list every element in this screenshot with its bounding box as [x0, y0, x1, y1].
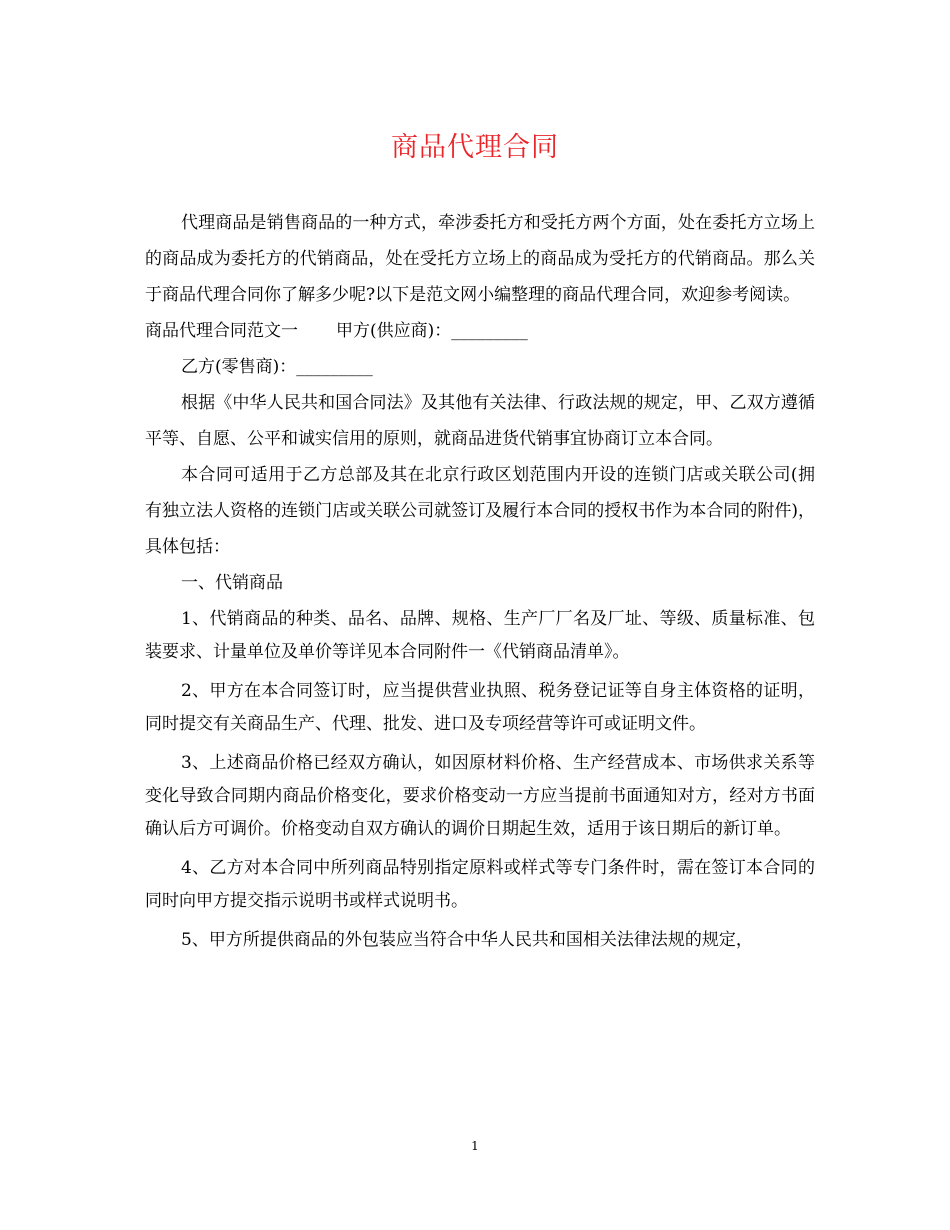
page-number: 1	[471, 1139, 479, 1153]
party-a-label: 甲方(供应商)：	[336, 321, 452, 341]
party-a-blank: _________	[451, 321, 528, 341]
clause-paragraph: 本合同可适用于乙方总部及其在北京行政区划范围内开设的连锁门店或关联公司(拥有独立法人资格的连锁门店或关联公司就签订及履行本合同的授权书作为本合同的附件)，具体包括：	[145, 465, 815, 557]
document-body	[145, 205, 815, 957]
document-title: 商品代理合同	[391, 132, 559, 163]
clause-paragraph: 1、代销商品的种类、品名、品牌、规格、生产厂厂名及厂址、等级、质量标准、包装要求、计量单位及单价等详见本合同附件一《代销商品清单》。	[145, 609, 815, 662]
party-b-label: 乙方(零售商)：	[181, 357, 297, 377]
clause-paragraph: 根据《中华人民共和国合同法》及其他有关法律、行政法规的规定，甲、乙双方遵循平等、自愿、公平和诚实信用的原则，就商品进货代销事宜协商订立本合同。	[145, 393, 815, 449]
party-b-blank: _________	[296, 357, 373, 377]
clause-paragraph: 5、甲方所提供商品的外包装应当符合中华人民共和国相关法律法规的规定，	[181, 930, 753, 950]
sample-heading-row	[145, 313, 815, 349]
clause-paragraph: 4、乙方对本合同中所列商品特别指定原料或样式等专门条件时，需在签订本合同的同时向甲方提交指示说明书或样式说明书。	[145, 858, 815, 911]
clause-paragraph: 2、甲方在本合同签订时，应当提供营业执照、税务登记证等自身主体资格的证明，同时提交有关商品生产、代理、批发、进口及专项经营等许可或证明文件。	[145, 681, 815, 734]
intro-paragraph: 代理商品是销售商品的一种方式，牵涉委托方和受托方两个方面，处在委托方立场上的商品成为委托方的代销商品，处在受托方立场上的商品成为受托方的代销商品。那么关于商品代理合同你了解多少呢?以下是范文网小编整理的商品代理合同，欢迎参考阅读。	[145, 213, 815, 305]
party-b-row	[145, 349, 815, 385]
section-heading: 一、代销商品	[181, 573, 283, 593]
clause-paragraph: 3、上述商品价格已经双方确认，如因原材料价格、生产经营成本、市场供求关系等变化导致合同期内商品价格变化，要求价格变动一方应当提前书面通知对方，经对方书面确认后方可调价。价格变动自双方确认的调价日期起生效，适用于该日期后的新订单。	[145, 753, 815, 839]
sample-heading: 商品代理合同范文一	[145, 321, 298, 341]
